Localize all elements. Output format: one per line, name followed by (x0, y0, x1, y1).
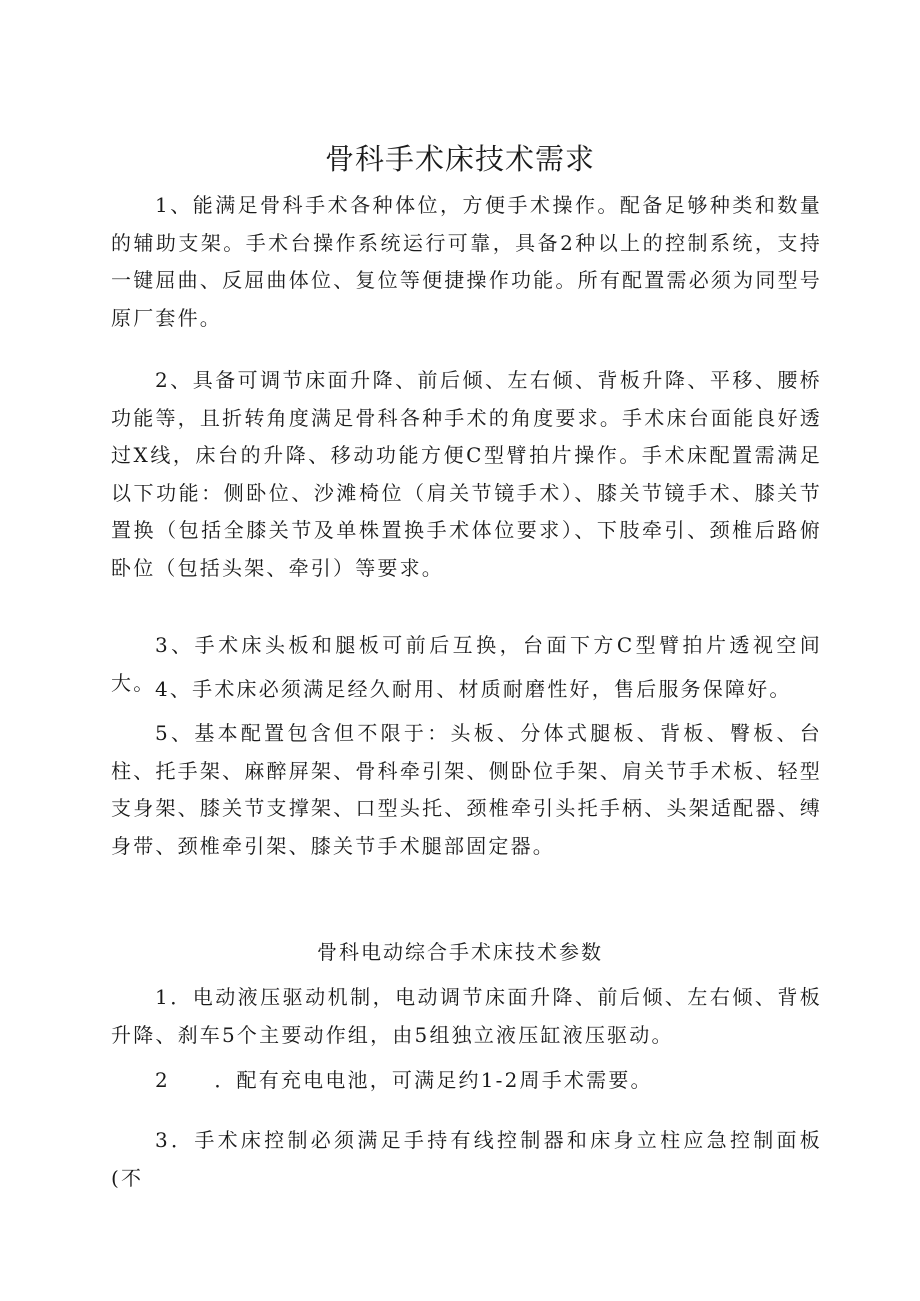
item-number: 1． (155, 985, 193, 1009)
param-item-1 (111, 979, 822, 1054)
item-number: 1、 (155, 193, 193, 217)
item-text: 具备可调节床面升降、前后倾、左右倾、背板升降、平移、腰桥功能等，且折转角度满足骨科各种手术的角度要求。手术床台面能良好透过X线，床台的升降、移动功能方便C型臂拍片操作。手术床配置需满足以下功能：侧卧位、沙滩椅位（肩关节镜手术）、膝关节镜手术、膝关节置换（包括全膝关节及单株置换手术体位要求）、下肢牵引、颈椎后路俯卧位（包括头架、牵引）等要求。 (111, 368, 822, 580)
param-item-3 (111, 1122, 822, 1197)
item-text: 手术床控制必须满足手持有线控制器和床身立柱应急控制面板(不 (111, 1128, 823, 1190)
item-number: 3、 (155, 633, 195, 657)
requirement-item-1 (111, 187, 822, 337)
page-title: 骨科手术床技术需求 (324, 142, 595, 176)
requirement-item-2 (111, 362, 822, 587)
item-text: 电动液压驱动机制，电动调节床面升降、前后倾、左右倾、背板升降、刹车5个主要动作组，由5组独立液压缸液压驱动。 (111, 985, 822, 1047)
requirement-item-5 (111, 715, 822, 865)
item-text: 基本配置包含但不限于：头板、分体式腿板、背板、臀板、台柱、托手架、麻醉屏架、骨科牵引架、侧卧位手架、肩关节手术板、轻型支身架、膝关节支撑架、口型头托、颈椎牵引头托手柄、头架适配器、缚身带、颈椎牵引架、膝关节手术腿部固定器。 (111, 721, 823, 858)
section-title: 骨科电动综合手术床技术参数 (317, 940, 603, 964)
item-text: 手术床头板和腿板可前后互换，台面下方C型臂拍片透视空间大。 (111, 633, 823, 695)
item-text: 手术床必须满足经久耐用、材质耐磨性好，售后服务保障好。 (192, 677, 792, 701)
item-number: 2、 (155, 368, 193, 392)
item-number: 5、 (155, 721, 195, 745)
item-number: 4、 (155, 677, 193, 701)
item-text: ．配有充电电池，可满足约1-2周手术需要。 (214, 1068, 653, 1092)
item-number: 2 (155, 1068, 215, 1092)
requirement-item-4 (111, 671, 822, 709)
item-number: 3． (155, 1128, 195, 1152)
item-text: 能满足骨科手术各种体位，方便手术操作。配备足够种类和数量的辅助支架。手术台操作系统运行可靠，具备2种以上的控制系统，支持一键屈曲、反屈曲体位、复位等便捷操作功能。所有配置需必须为同型号原厂套件。 (111, 193, 822, 330)
param-item-2 (111, 1062, 822, 1100)
